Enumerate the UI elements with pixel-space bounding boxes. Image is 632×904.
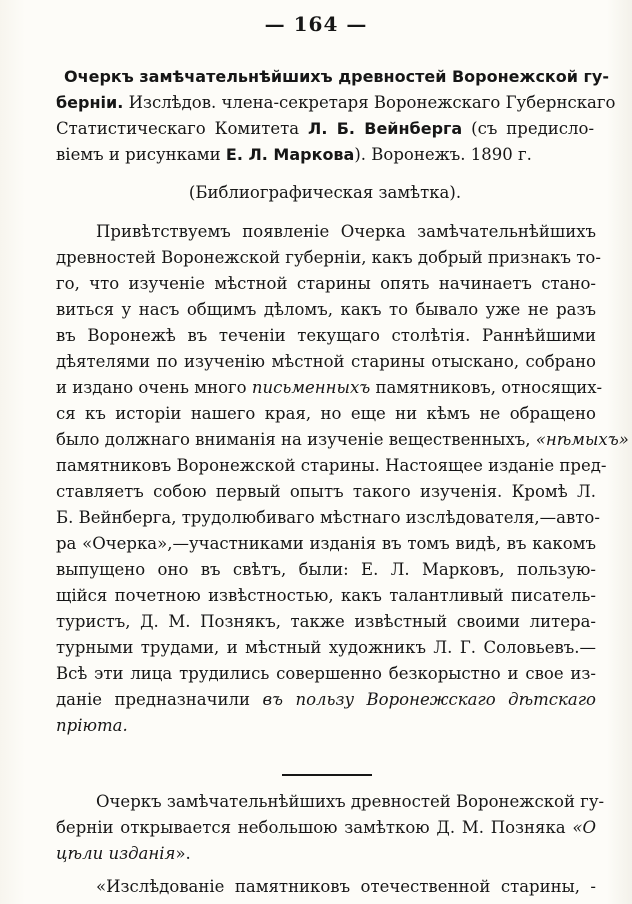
author-name: Л. Б. Вейнберга xyxy=(308,119,463,138)
body-line: дѣятелями по изученію мѣстной старины отыскано, собрано xyxy=(56,352,596,371)
heading-text-bold: берніи. xyxy=(56,93,124,112)
body-text-italic: цѣли изданія xyxy=(56,844,176,863)
heading-text: Изслѣдов. члена-секретаря Воронежскаго Губернскаго xyxy=(128,93,616,112)
heading-line-2 xyxy=(56,90,616,116)
body-text-italic: «нѣмыхъ» xyxy=(535,430,629,449)
body-line: го, что изученіе мѣстной старины опять начинаетъ стано- xyxy=(56,274,596,293)
body-line: «Изслѣдованіе памятниковъ отечественной старины, - xyxy=(96,877,596,896)
heading-line-3 xyxy=(56,116,594,142)
body-line xyxy=(56,815,596,841)
body-line: въ Воронежѣ въ теченіи текущаго столѣтія. Раннѣйшими xyxy=(56,326,596,345)
body-line: ра «Очерка»,—участниками изданія въ томъ видѣ, въ какомъ xyxy=(56,534,596,553)
heading-text: Очеркъ замѣчательнѣйшихъ древностей Воронежской гу- xyxy=(64,67,609,86)
heading-text: (съ предисло- xyxy=(471,119,595,138)
body-line: ся къ исторіи нашего края, но еще ни кѣмъ не обращено xyxy=(56,404,596,423)
page-number: — 164 — xyxy=(264,12,368,36)
heading-line-4 xyxy=(56,142,576,168)
section-divider xyxy=(282,774,372,776)
body-text: памятниковъ, относящих- xyxy=(375,378,603,397)
heading-text: Статистическаго Комитета xyxy=(56,119,300,138)
body-line: виться у насъ общимъ дѣломъ, какъ то бывало уже не разъ xyxy=(56,300,596,319)
body-line: Привѣтствуемъ появленіе Очерка замѣчательнѣйшихъ xyxy=(96,222,596,241)
body-line xyxy=(56,427,629,453)
body-line: щійся почетною извѣстностью, какъ талантливый писатель- xyxy=(56,586,596,605)
body-line: Всѣ эти лица трудились совершенно безкорыстно и свое из- xyxy=(56,664,596,683)
subtitle: (Библиографическая замѣтка). xyxy=(188,183,462,202)
body-text: и издано очень много xyxy=(56,378,247,397)
illustrator-name: Е. Л. Маркова xyxy=(225,145,355,164)
heading-text: віемъ и рисунками xyxy=(56,145,221,164)
body-text-italic: «О xyxy=(572,818,596,837)
body-line: пріюта. xyxy=(56,716,128,735)
body-line: туристъ, Д. М. Познякъ, также извѣстный своими литера- xyxy=(56,612,596,631)
body-text-italic: въ пользу Воронежскаго дѣтскаго xyxy=(262,690,596,709)
body-line xyxy=(56,375,603,401)
body-line: древностей Воронежской губерніи, какъ добрый признакъ то- xyxy=(56,248,601,267)
heading-line-1 xyxy=(64,64,609,90)
body-line xyxy=(56,841,216,867)
heading-text: ). Воронежъ. 1890 г. xyxy=(354,145,532,164)
body-text: даніе предназначили xyxy=(56,690,251,709)
body-line xyxy=(56,687,596,713)
body-line: ставляетъ собою первый опытъ такого изученія. Кромѣ Л. xyxy=(56,482,596,501)
body-text: ». xyxy=(175,844,191,863)
body-line: Б. Вейнберга, трудолюбиваго мѣстнаго изслѣдователя,—авто- xyxy=(56,508,600,527)
body-text: берніи открывается небольшою замѣткою Д. М. Позняка xyxy=(56,818,566,837)
body-line: памятниковъ Воронежской старины. Настоящее изданіе пред- xyxy=(56,456,607,475)
body-text-italic: письменныхъ xyxy=(251,378,371,397)
body-text: было должнаго вниманія на изученіе вещественныхъ, xyxy=(56,430,531,449)
body-line: выпущено оно въ свѣтъ, были: Е. Л. Марковъ, пользую- xyxy=(56,560,596,579)
body-line: Очеркъ замѣчательнѣйшихъ древностей Воронежской гу- xyxy=(96,792,605,811)
body-line: турными трудами, и мѣстный художникъ Л. Г. Соловьевъ.— xyxy=(56,638,596,657)
